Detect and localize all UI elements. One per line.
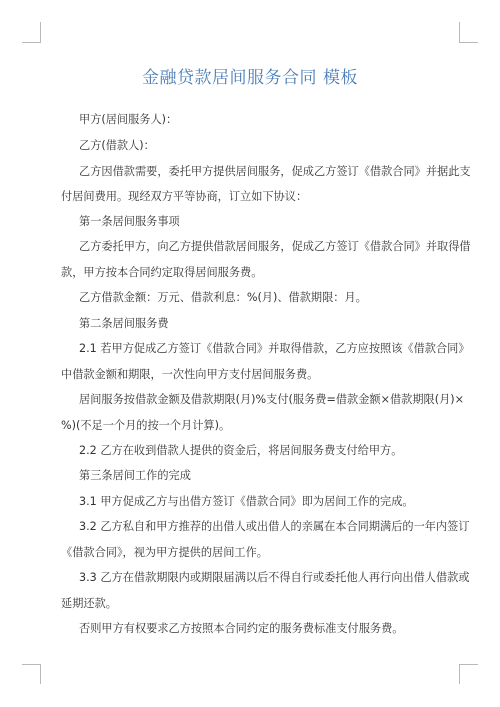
crop-mark-top-left-horizontal <box>22 42 41 43</box>
clause-2-1-line-1: 2.1 若甲方促成乙方签订《借款合同》并取得借款，乙方应按照该《借款合同》 <box>79 342 470 355</box>
crop-mark-bottom-right-vertical <box>459 664 460 684</box>
clause-2-1-line-2: 中借款金额和期限，一次性向甲方支付居间服务费。 <box>61 368 319 381</box>
fee-formula-line-1: 居间服务按借款金额及借款期限(月)%支付(服务费=借款金额×借款期限(月)× <box>79 393 465 406</box>
document-title: 金融贷款居间服务合同 模板 <box>142 68 358 88</box>
intro-line-1: 乙方因借款需要，委托甲方提供居间服务，促成乙方签订《借款合同》并据此支 <box>79 165 471 178</box>
crop-mark-bottom-left-vertical <box>40 664 41 684</box>
article-3-heading: 第三条居间工作的完成 <box>79 469 191 482</box>
crop-mark-bottom-left-horizontal <box>22 664 41 665</box>
clause-3-3-line-1: 3.3 乙方在借款期限内或期限届满以后不得自行或委托他人再行向出借人借款或 <box>79 571 470 584</box>
article-2-heading: 第二条居间服务费 <box>79 317 169 330</box>
party-a-line: 甲方(居间服务人)： <box>79 113 178 126</box>
final-clause-line: 否则甲方有权要求乙方按照本合同约定的服务费标准支付服务费。 <box>79 622 404 635</box>
crop-mark-top-right-vertical <box>459 22 460 42</box>
loan-terms-line: 乙方借款金额：万元、借款利息：%(月)、借款期限：月。 <box>79 291 367 304</box>
clause-3-1-line: 3.1 甲方促成乙方与出借方签订《借款合同》即为居间工作的完成。 <box>79 495 414 508</box>
clause-3-2-line-2: 《借款合同》，视为甲方提供的居间工作。 <box>61 546 268 559</box>
article-1-heading: 第一条居间服务事项 <box>79 215 180 228</box>
fee-formula-line-2: %)(不足一个月的按一个月计算)。 <box>61 419 231 432</box>
crop-mark-top-left-vertical <box>40 22 41 42</box>
article-1-text-line-1: 乙方委托甲方，向乙方提供借款居间服务，促成乙方签订《借款合同》并取得借 <box>79 240 471 253</box>
party-b-line: 乙方(借款人)： <box>79 139 155 152</box>
crop-mark-top-right-horizontal <box>459 42 478 43</box>
crop-mark-bottom-right-horizontal <box>459 664 478 665</box>
clause-2-2-line: 2.2 乙方在收到借款人提供的资金后，将居间服务费支付给甲方。 <box>79 444 403 457</box>
intro-line-2: 付居间费用。现经双方平等协商，订立如下协议： <box>61 190 308 203</box>
clause-3-3-line-2: 延期还款。 <box>61 597 117 610</box>
clause-3-2-line-1: 3.2 乙方私自和甲方推荐的出借人或出借人的亲属在本合同期满后的一年内签订 <box>79 520 470 533</box>
article-1-text-line-2: 款，甲方按本合同约定取得居间服务费。 <box>61 266 263 279</box>
